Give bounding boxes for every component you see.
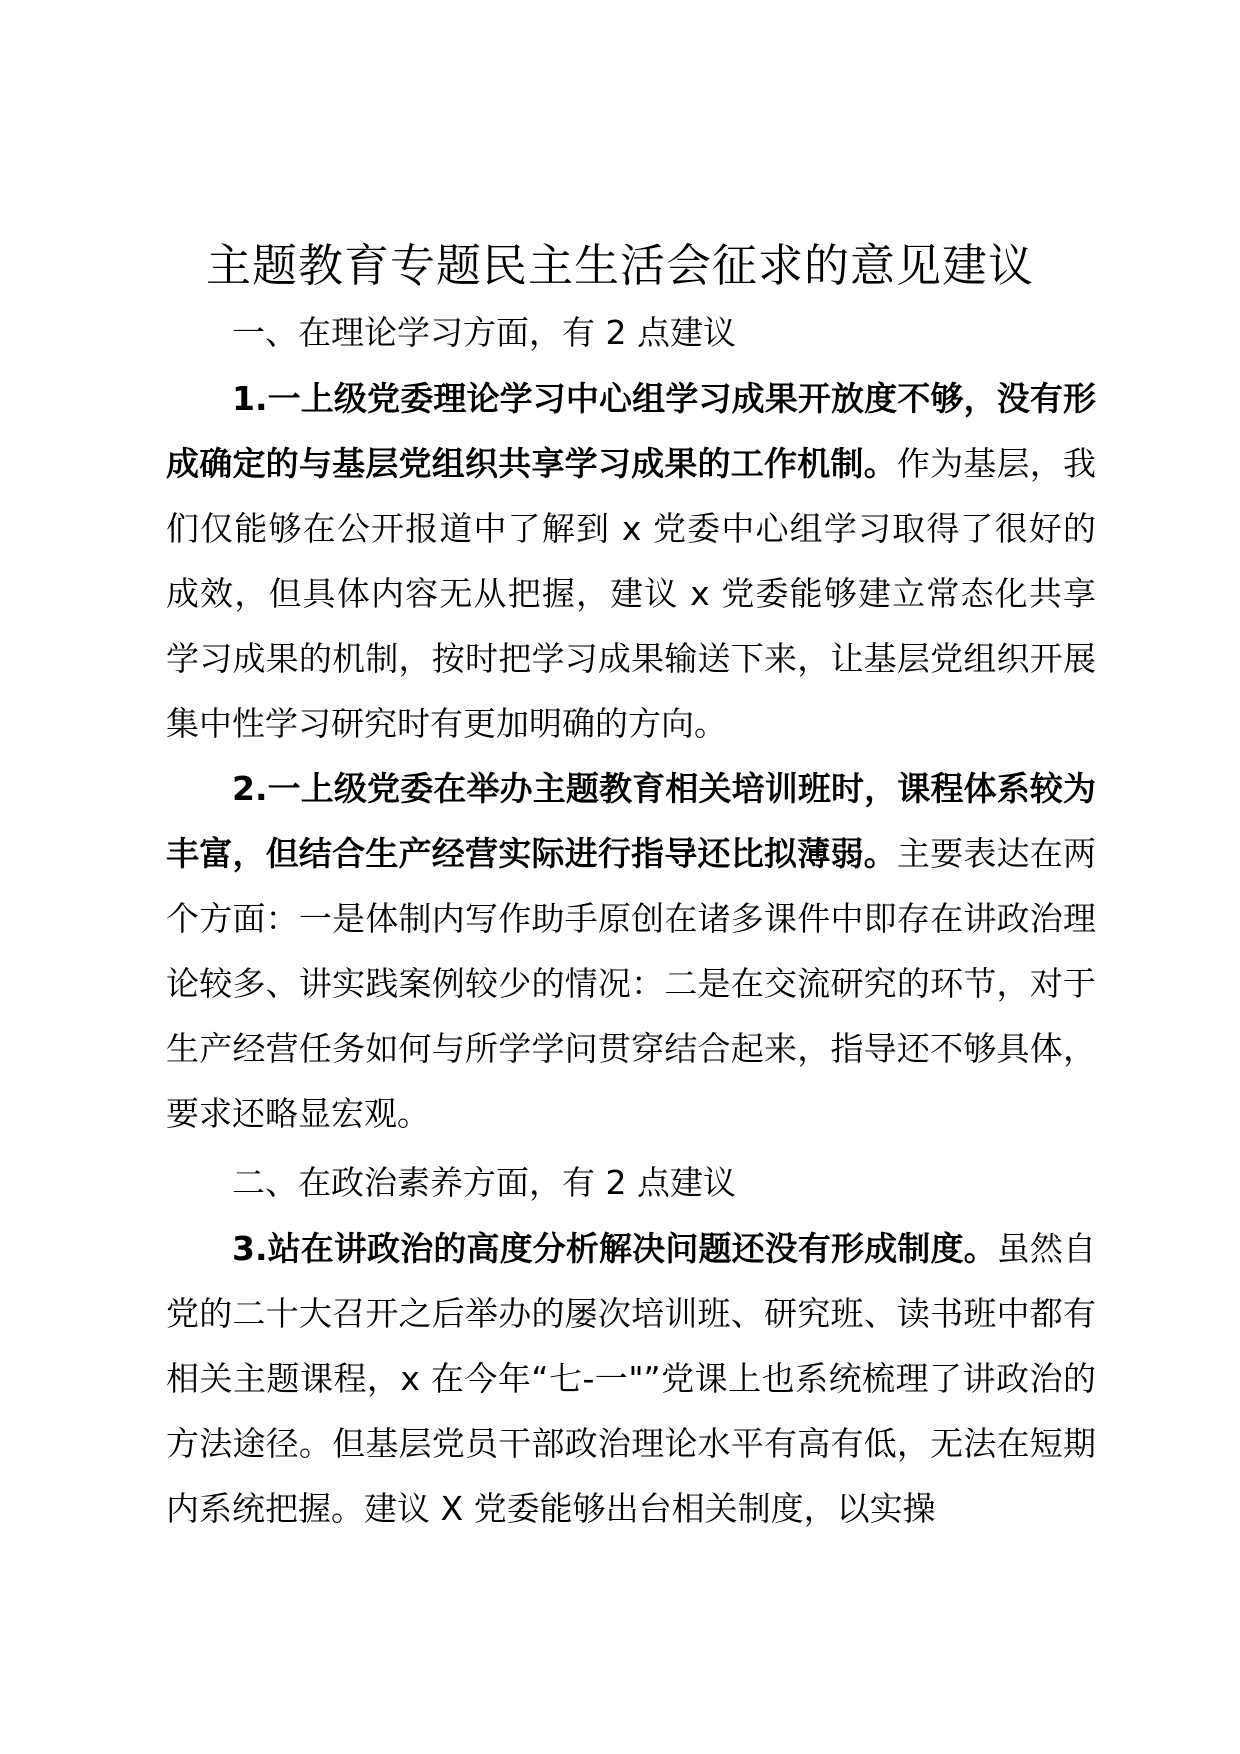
suggestion-paragraph-2 — [166, 756, 1096, 1146]
suggestion-paragraph-3 — [166, 1216, 1096, 1541]
suggestion-text-2: 主要表达在两个方面：一是体制内写作助手原创在诸多课件中即存在讲政治理论较多、讲实践案例较少的情况：二是在交流研究的环节，对于生产经营任务如何与所学学问贯穿结合起来，指导还不够具体，要求还略显宏观。 — [166, 834, 1097, 1133]
section-heading-theory: 一、在理论学习方面，有 2 点建议 — [232, 313, 736, 352]
document-title: 主题教育专题民主生活会征求的意见建议 — [205, 239, 1034, 292]
suggestion-lead-2: 2.一上级党委在举办主题教育相关培训班时，课程体系较为丰富，但结合生产经营实际进行指导还比拟薄弱。 — [166, 769, 1096, 873]
suggestion-text-3: 虽然自党的二十大召开之后举办的屡次培训班、研究班、读书班中都有相关主题课程，x 在今年“七-一"”党课上也系统梳理了讲政治的方法途径。但基层党员干部政治理论水平有高有低，无法在短期内系统把握。建议 X 党委能够出台相关制度，以实操 — [166, 1229, 1096, 1528]
document-body — [166, 300, 1096, 1541]
suggestion-paragraph-1 — [166, 366, 1096, 756]
suggestion-lead-1: 1.一上级党委理论学习中心组学习成果开放度不够，没有形成确定的与基层党组织共享学习成果的工作机制。 — [166, 379, 1096, 483]
suggestion-text-1: 作为基层，我们仅能够在公开报道中了解到 x 党委中心组学习取得了很好的成效，但具体内容无从把握，建议 x 党委能够建立常态化共享学习成果的机制，按时把学习成果输送下来，让基层党组织开展集中性学习研究时有更加明确的方向。 — [166, 444, 1097, 743]
section-heading-politics: 二、在政治素养方面，有 2 点建议 — [232, 1163, 736, 1202]
suggestion-lead-3: 3.站在讲政治的高度分析解决问题还没有形成制度。 — [232, 1229, 997, 1268]
